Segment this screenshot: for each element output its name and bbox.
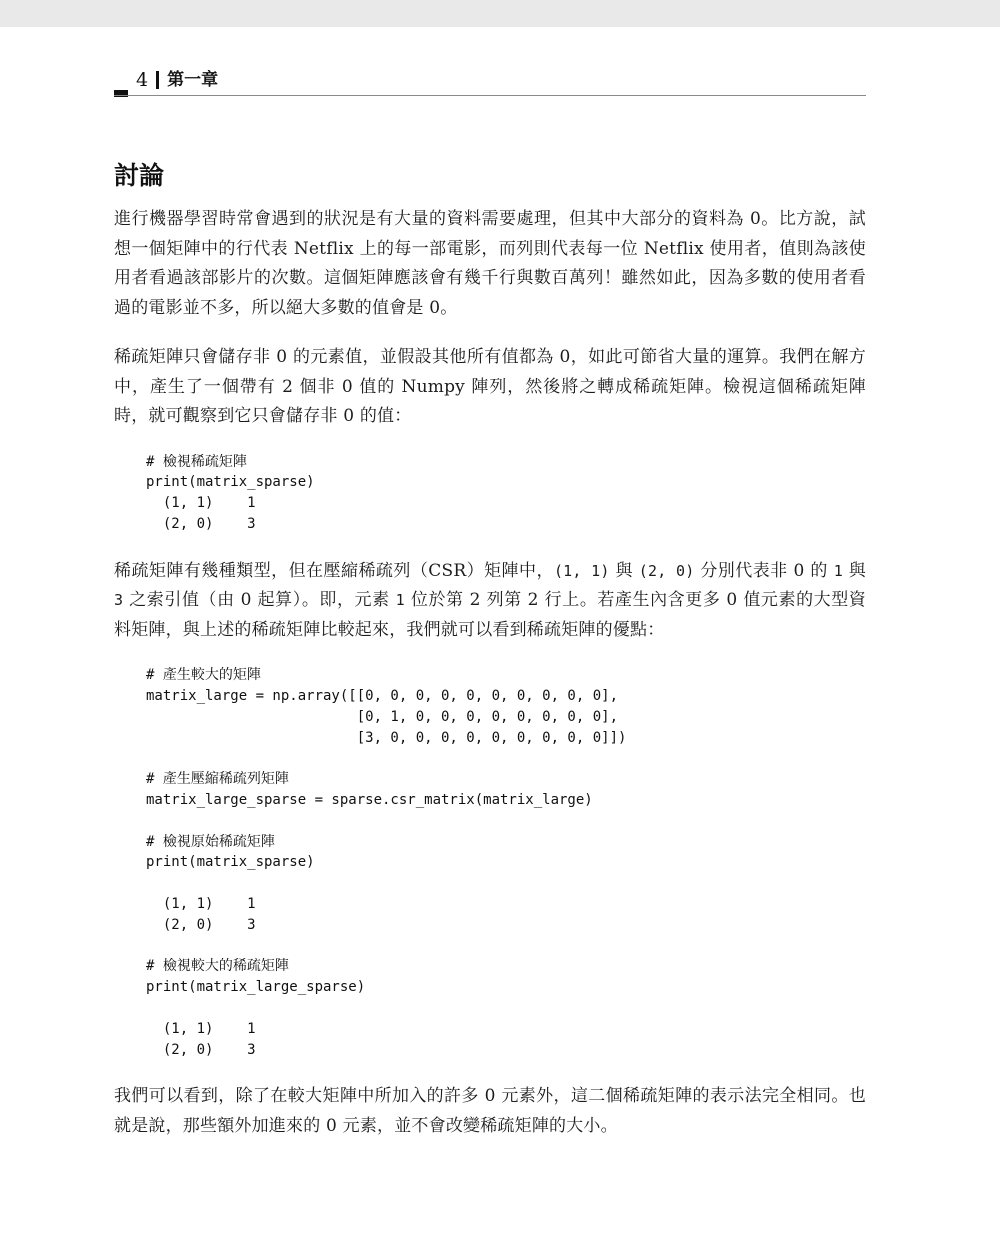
text-fragment: 之索引值（由 0 起算）。即，元素 — [123, 590, 396, 611]
top-band — [0, 0, 1000, 27]
inline-code: 1 — [395, 591, 405, 610]
inline-code: 1 — [833, 561, 843, 580]
text-fragment: 位於第 2 列第 2 行上。若產生內含更多 0 值元素的大型資料矩陣，與上述的稀疏矩陣比較起來，我們就可以看到稀疏矩陣的優點： — [114, 590, 866, 640]
text-fragment: 分別代表非 0 的 — [694, 560, 834, 581]
inline-code: (2, 0) — [638, 561, 695, 580]
header-separator — [156, 71, 159, 89]
code-block-large-matrix: # 產生較大的矩陣 matrix_large = np.array([[0, 0, 0, 0, 0, 0, 0, 0, 0, 0], [0, 1, 0, 0, 0, 0, 0, 0, 0, 0], [3, 0, 0, 0, 0, 0, 0, 0, 0, 0]]) # 產生壓縮稀疏列矩陣 matrix_large_sparse = sparse.csr_matrix(matrix_large) # 檢視原始稀疏矩陣 print(matrix_sparse) (1, 1) 1 (2, 0) 3 # 檢視較大的稀疏矩陣 print(matrix_large_sparse) (1, 1) 1 (2, 0) 3 — [146, 667, 627, 1058]
inline-code: 3 — [114, 591, 124, 610]
section-title: 討論 — [114, 161, 165, 190]
text-fragment: 與 — [842, 560, 867, 581]
code-block-view-sparse: # 檢視稀疏矩陣 print(matrix_sparse) (1, 1) 1 (2, 0) 3 — [146, 453, 315, 532]
header-rule — [114, 95, 866, 96]
main-content — [114, 205, 866, 1161]
text-fragment: 稀疏矩陣有幾種類型，但在壓縮稀疏列（CSR）矩陣中， — [114, 560, 554, 581]
header-text — [136, 68, 218, 92]
chapter-title: 第一章 — [167, 70, 219, 90]
paragraph-intro: 進行機器學習時常會遇到的狀況是有大量的資料需要處理，但其中大部分的資料為 0。比方說，試想一個矩陣中的行代表 Netflix 上的每一部電影，而列則代表每一位 Netflix 使用者，值則為該使用者看過該部影片的次數。這個矩陣應該會有幾千行與數百萬列！雖然如此，因為多數的使用者看過的電影並不多，所以絕大多數的值會是 0。 — [114, 209, 866, 318]
paragraph-sparse-explanation: 稀疏矩陣只會儲存非 0 的元素值，並假設其他所有值都為 0，如此可節省大量的運算。我們在解方中，產生了一個帶有 2 個非 0 值的 Numpy 陣列，然後將之轉成稀疏矩陣。檢視這個稀疏矩陣時，就可觀察到它只會儲存非 0 的值： — [114, 347, 866, 426]
paragraph-conclusion: 我們可以看到，除了在較大矩陣中所加入的許多 0 元素外，這二個稀疏矩陣的表示法完全相同。也就是說，那些額外加進來的 0 元素，並不會改變稀疏矩陣的大小。 — [114, 1086, 866, 1136]
page-number: 4 — [136, 69, 149, 91]
paragraph-csr-explanation — [114, 557, 866, 646]
text-fragment: 與 — [609, 560, 639, 581]
page-header — [114, 68, 866, 98]
inline-code: (1, 1) — [553, 561, 610, 580]
